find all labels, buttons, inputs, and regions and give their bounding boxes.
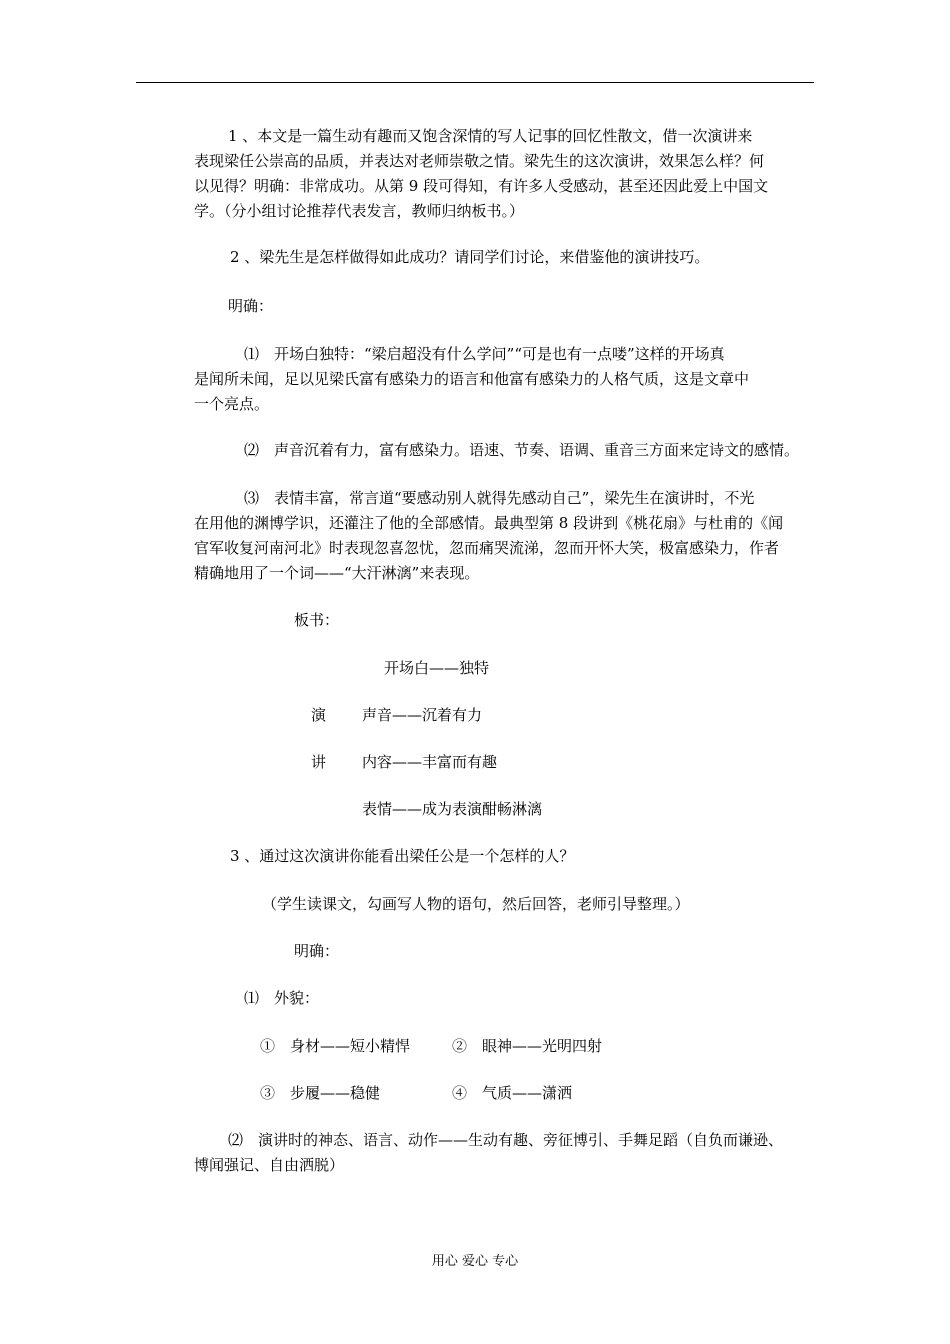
- point-demeanor: [194, 1128, 783, 1178]
- paragraph-1-line: 表现梁任公崇高的品质，并表达对老师崇敬之情。梁先生的这次演讲，效果怎么样？何: [194, 152, 765, 170]
- page-footer: 用心 爱心 专心: [431, 1254, 519, 1269]
- answer-label-2: 明确：: [294, 942, 340, 960]
- student-instruction: （学生读课文，勾画写人物的语句，然后回答，老师引导整理。）: [262, 895, 690, 913]
- board-voice: 声音——沉着有力: [362, 706, 483, 724]
- header-rule: [136, 82, 814, 83]
- paragraph-1-line: 学。（分小组讨论推荐代表发言，教师归纳板书。）: [194, 202, 525, 220]
- answer-label: 明确：: [228, 297, 274, 315]
- board-content: 内容——丰富而有趣: [362, 753, 498, 771]
- point-3-line: 官军收复河南河北》时表现忽喜忽忧，忽而痛哭流涕，忽而开怀大笑，极富感染力，作者: [194, 539, 780, 557]
- point-1-line: ⑴ 开场白独特：“梁启超没有什么学问”“可是也有一点喽”这样的开场真: [244, 345, 725, 363]
- appearance-item-4: ④ 气质——潇洒: [452, 1084, 573, 1102]
- appearance-heading: ⑴ 外貌：: [244, 989, 320, 1007]
- question-3: 3 、通过这次演讲你能看出梁任公是一个怎样的人？: [230, 847, 575, 865]
- point-1-line: 是闻所未闻，足以见梁氏富有感染力的语言和他富有感染力的人格气质，这是文章中: [194, 370, 750, 388]
- point-demeanor-line: ⑵ 演讲时的神态、语言、动作——生动有趣、旁征博引、手舞足蹈（自负而谦逊、: [228, 1131, 784, 1149]
- point-1-line: 一个亮点。: [194, 395, 270, 413]
- board-label: 板书：: [294, 611, 340, 629]
- paragraph-1: [194, 124, 768, 224]
- point-1: [194, 342, 749, 417]
- board-side-char-1: 演: [311, 706, 327, 724]
- appearance-item-3: ③ 步履——稳健: [260, 1084, 381, 1102]
- point-demeanor-line: 博闻强记、自由洒脱）: [194, 1156, 345, 1174]
- paragraph-1-line: 1 、本文是一篇生动有趣而又饱含深情的写人记事的回忆性散文，借一次演讲来: [228, 127, 753, 145]
- board-expression: 表情——成为表演酣畅淋漓: [362, 800, 543, 818]
- board-opening: 开场白——独特: [384, 659, 490, 677]
- point-2: ⑵ 声音沉着有力，富有感染力。语速、节奏、语调、重音三方面来定诗文的感情。: [244, 441, 800, 459]
- board-side-char-2: 讲: [311, 753, 327, 771]
- point-3: [194, 486, 783, 586]
- appearance-item-2: ② 眼神——光明四射: [452, 1037, 603, 1055]
- point-3-line: ⑶ 表情丰富，常言道“要感动别人就得先感动自己”，梁先生在演讲时，不光: [244, 489, 755, 507]
- point-3-line: 在用他的渊博学识，还灌注了他的全部感情。最典型第 8 段讲到《桃花扇》与杜甫的《闻: [194, 514, 784, 532]
- question-2: 2 、梁先生是怎样做得如此成功？请同学们讨论，来借鉴他的演讲技巧。: [230, 248, 710, 266]
- paragraph-1-line: 以见得？明确：非常成功。从第 9 段可得知，有许多人受感动，甚至还因此爱上中国文: [194, 177, 769, 195]
- appearance-item-1: ① 身材——短小精悍: [260, 1037, 411, 1055]
- point-3-line: 精确地用了一个词——“大汗淋漓”来表现。: [194, 564, 480, 582]
